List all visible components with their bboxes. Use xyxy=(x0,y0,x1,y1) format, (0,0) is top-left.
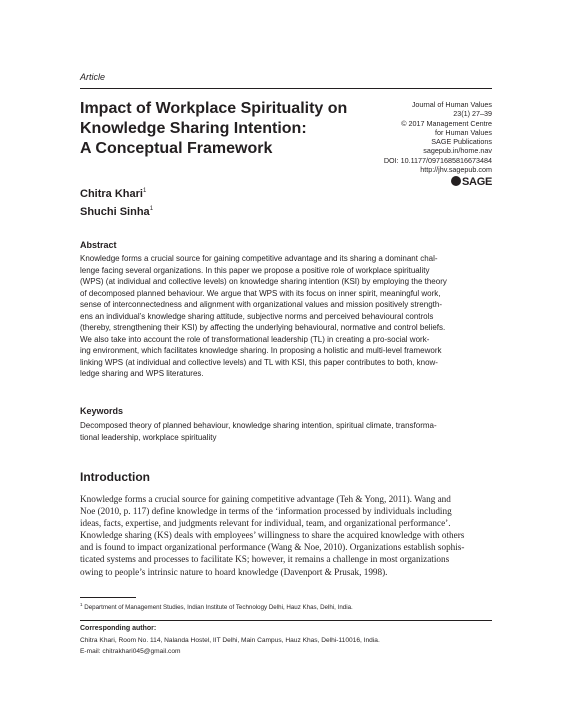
sage-logo xyxy=(451,176,492,188)
abstract-line: sense of interconnectedness and alignment with organizational values and mission positively strength- xyxy=(80,300,442,309)
abstract-line: linking WPS (at individual and collective levels) and TL with KSI, this paper contributes to both, know- xyxy=(80,357,438,367)
corresponding-author-heading: Corresponding author: xyxy=(80,625,157,632)
author-affiliation-marker: 1 xyxy=(149,206,154,212)
corresponding-address: Chitra Khari, Room No. 114, Nalanda Hostel, IIT Delhi, Main Campus, Hauz Khas, Delhi-110016, India. xyxy=(80,637,380,644)
keywords-line: Decomposed theory of planned behaviour, knowledge sharing intention, spiritual climate, transforma- xyxy=(80,421,437,430)
title-line: Impact of Workplace Spirituality on xyxy=(80,100,348,117)
keywords-line: tional leadership, workplace spirituality xyxy=(80,432,217,442)
introduction-body xyxy=(80,493,492,578)
abstract-body xyxy=(80,253,492,380)
title-line: Knowledge Sharing Intention: xyxy=(80,120,307,137)
footnote-marker: 1 xyxy=(80,602,83,607)
journal-info xyxy=(292,100,492,174)
body-line: ideas, facts, expertise, and judgments relevant for individual, team, and organizational performance’. xyxy=(80,518,451,529)
sage-logo-icon xyxy=(451,176,461,186)
body-line: Noe (2010, p. 117) define knowledge in terms of the ‘information processed by individuals including xyxy=(80,506,452,517)
abstract-line: (WPS) (at individual and collective levels) on knowledge sharing intention (KSI) by employing the theory xyxy=(80,277,447,286)
journal-url-link[interactable]: http://jhv.sagepub.com xyxy=(420,165,492,175)
abstract-line: ens an individual’s knowledge sharing attitude, subjective norms and perceived behavioural controls xyxy=(80,311,434,321)
footnote-rule xyxy=(80,597,136,598)
journal-copyright: © 2017 Management Centre xyxy=(401,118,492,128)
title-line: A Conceptual Framework xyxy=(80,140,273,157)
body-line: Knowledge sharing (KS) deals with employees’ willingness to share the acquired knowledge with others xyxy=(80,530,465,541)
keywords-body xyxy=(80,420,492,443)
corresponding-email[interactable]: E-mail: chitrakhari045@gmail.com xyxy=(80,647,181,655)
abstract-line: We also take into account the role of transformational leadership (TL) in creating a pro-social work- xyxy=(80,334,430,344)
journal-name: Journal of Human Values xyxy=(411,100,492,109)
abstract-heading: Abstract xyxy=(80,240,117,250)
sage-logo-text: SAGE xyxy=(462,176,492,188)
footer-rule xyxy=(80,620,492,621)
abstract-line: ledge sharing and WPS literatures. xyxy=(80,369,204,378)
author-name: Chitra Khari$^1$ xyxy=(80,188,147,200)
footnote-text: Department of Management Studies, Indian Institute of Technology Delhi, Hauz Khas, Delhi, India. xyxy=(84,604,353,611)
journal-issue: 23(1) 27–39 xyxy=(453,109,492,119)
journal-site-link[interactable]: sagepub.in/home.nav xyxy=(423,146,492,156)
keywords-heading: Keywords xyxy=(80,406,124,416)
abstract-line: ing environment, which facilitates knowledge sharing. In proposing a holistic and multi-level framework xyxy=(80,346,442,355)
body-line: owing to people’s intrinsic nature to hoard knowledge (Davenport & Prusak, 1998). xyxy=(80,566,388,577)
footnote xyxy=(80,602,353,611)
journal-publisher: SAGE Publications xyxy=(431,137,492,147)
introduction-heading: Introduction xyxy=(80,470,150,484)
article-type-label: Article xyxy=(80,72,106,82)
journal-copyright-holder: for Human Values xyxy=(435,127,492,137)
abstract-line: lenge facing several organizations. In this paper we propose a positive role of workplace spirituality xyxy=(80,265,430,275)
corresponding-author-details xyxy=(80,636,380,657)
body-line: ticated systems and processes to facilitate KS; however, it remains a challenge in most organizations xyxy=(80,554,450,565)
header-rule xyxy=(80,88,492,89)
body-line: Knowledge forms a crucial source for gaining competitive advantage (Teh & Yong, 2011). Wang and xyxy=(80,494,451,504)
abstract-line: (thereby, strengthening their KSI) by affecting the underlying behavioural, normative and control beliefs. xyxy=(80,323,446,332)
journal-doi[interactable]: DOI: 10.1177/0971685816673484 xyxy=(383,155,492,165)
abstract-line: Knowledge forms a crucial source for gaining competitive advantage and its sharing a dominant chal- xyxy=(80,254,438,263)
author-affiliation-marker: 1 xyxy=(142,188,147,194)
abstract-line: of decomposed planned behaviour. We argue that WPS with its focus on inner spirit, meaningful work, xyxy=(80,288,441,298)
body-line: and is found to impact organizational performance (Wang & Noe, 2010). Organizations establish sophis- xyxy=(80,542,465,553)
author-name: Shuchi Sinha$^1$ xyxy=(80,206,154,218)
